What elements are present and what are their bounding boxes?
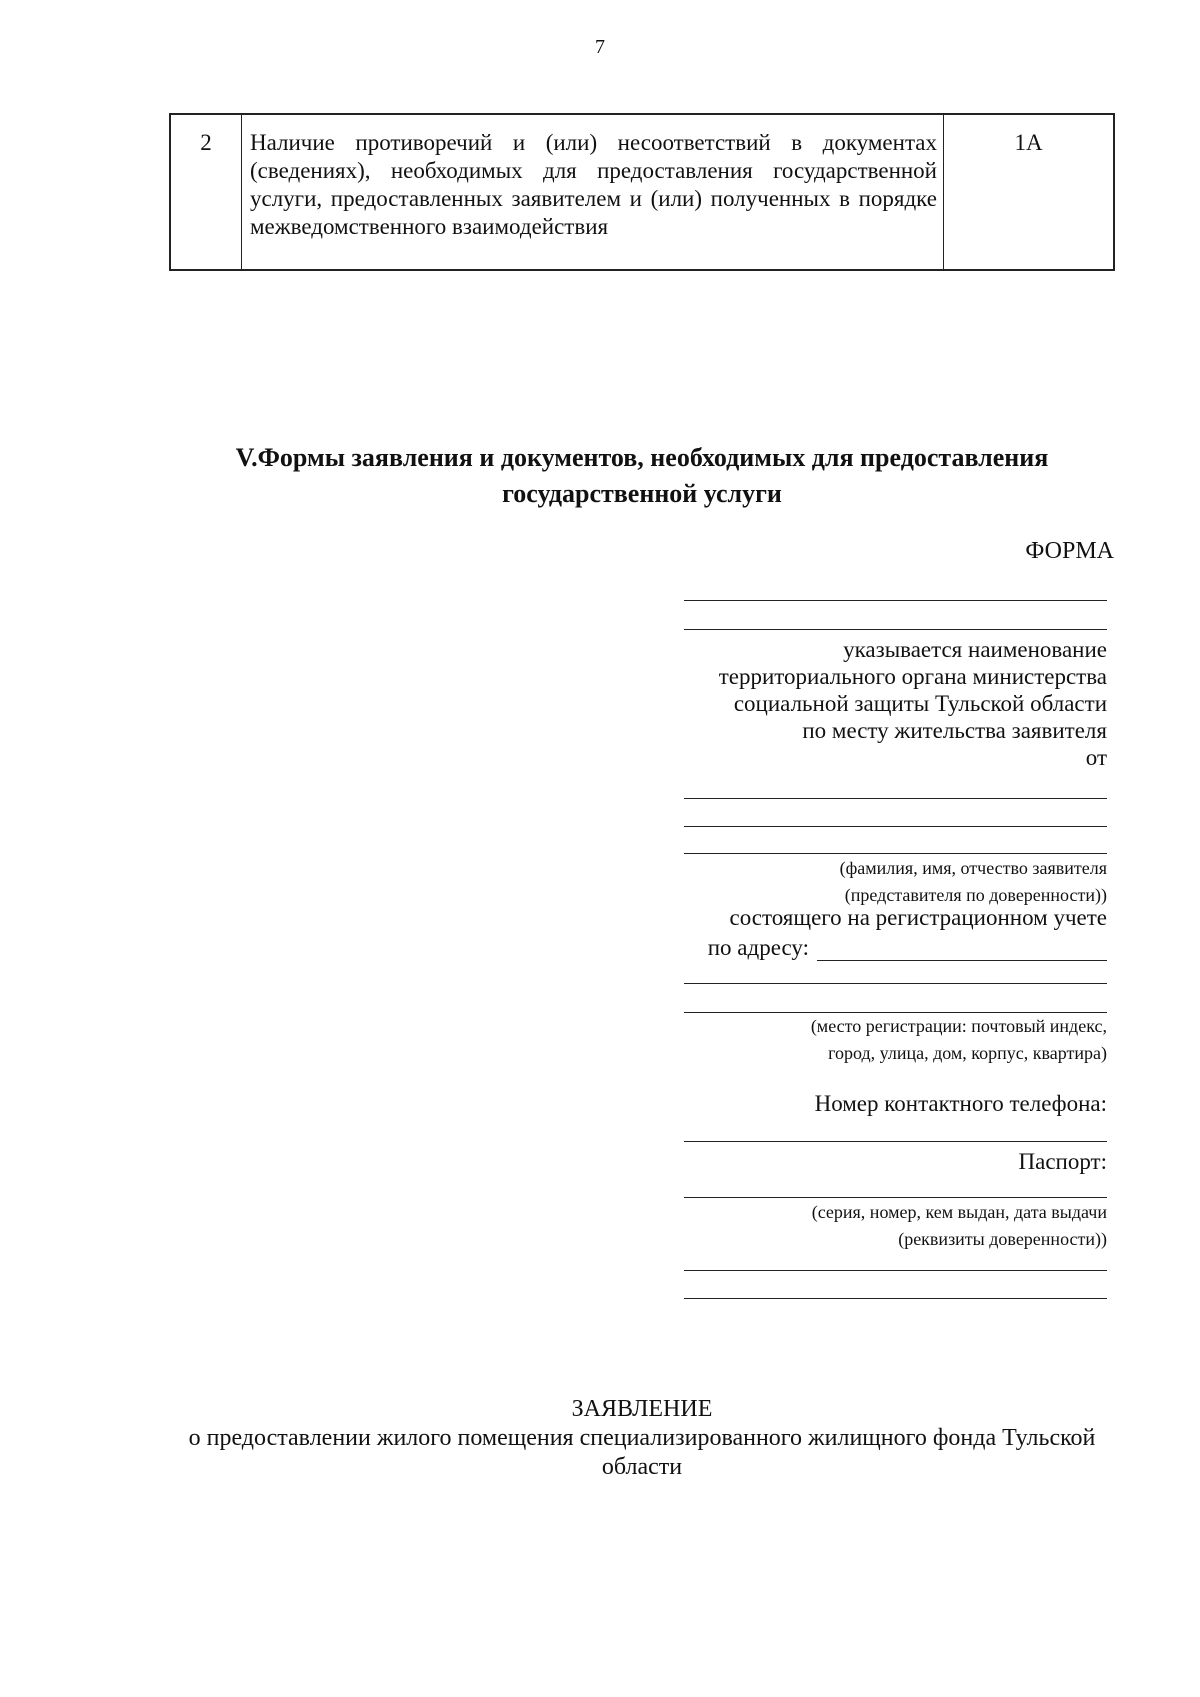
address-label: по адресу: [707,935,809,960]
table-row [170,114,1114,270]
section-title-line2: государственной услуги [502,479,782,508]
phone-label: Номер контактного телефона: [814,1091,1107,1116]
organ-caption-line: указывается наименование [843,637,1107,662]
registration-caption-line: (место регистрации: почтовый индекс, [810,1016,1107,1036]
page-number: 7 [595,36,605,58]
address-row [600,934,1107,961]
application-subtitle-line2: области [601,1454,683,1480]
passport-line-2[interactable] [684,1270,1107,1271]
passport-caption-line: (реквизиты доверенности)) [898,1229,1107,1249]
application-heading [169,1395,1115,1482]
applicant-name-line-3[interactable] [684,853,1107,854]
registered-label: состоящего на регистрационном учете [729,905,1107,930]
section-title [169,440,1115,512]
organ-caption [600,636,1107,771]
row-code: 1А [944,114,1115,270]
row-number: 2 [170,114,242,270]
passport-caption-line: (серия, номер, кем выдан, дата выдачи [811,1202,1107,1222]
registration-caption-line: город, улица, дом, корпус, квартира) [828,1043,1107,1063]
passport-label: Паспорт: [1018,1149,1107,1174]
form-label: ФОРМА [1025,538,1114,564]
address-field[interactable] [817,936,1107,961]
criteria-table [169,113,1115,271]
application-title: ЗАЯВЛЕНИЕ [571,1396,713,1422]
passport-line-1[interactable] [684,1197,1107,1198]
organ-name-line-1[interactable] [684,600,1107,601]
from-label: от [1085,745,1107,770]
application-subtitle-line1: о предоставлении жилого помещения специализированного жилищного фонда Тульской [188,1425,1096,1451]
phone-field[interactable] [684,1141,1107,1142]
section-title-line1: V.Формы заявления и документов, необходимых для предоставления [235,443,1049,472]
address-line-1[interactable] [684,983,1107,984]
applicant-name-line-1[interactable] [684,798,1107,799]
passport-line-3[interactable] [684,1298,1107,1299]
registration-caption [600,1013,1107,1067]
fio-caption-line: (представителя по доверенности)) [844,885,1107,905]
applicant-name-line-2[interactable] [684,826,1107,827]
row-description: Наличие противоречий и (или) несоответствий в документах (сведениях), необходимых для предоставления государственной услуги, предоставленных заявителем и (или) полученных в порядке межведомственного взаимодействия [242,114,944,270]
organ-name-line-2[interactable] [684,629,1107,630]
organ-caption-line: территориального органа министерства [718,664,1107,689]
passport-caption [600,1199,1107,1253]
fio-caption-line: (фамилия, имя, отчество заявителя [839,858,1107,878]
organ-caption-line: по месту жительства заявителя [802,718,1107,743]
fio-caption [600,855,1107,909]
organ-caption-line: социальной защиты Тульской области [733,691,1107,716]
